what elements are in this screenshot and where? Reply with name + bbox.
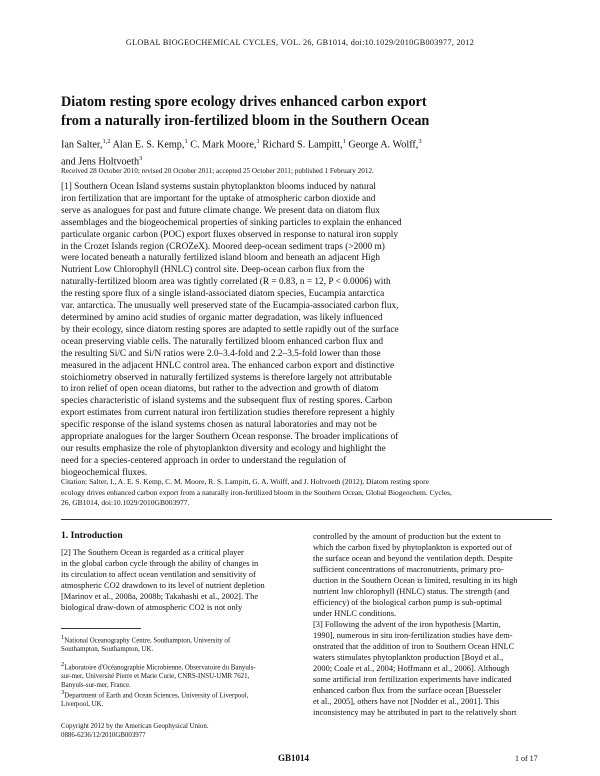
abstract-line: the resulting Si/C and Si/N ratios were 2.0–3.4-fold and 2.2–3.5-fold lower than those (61, 348, 381, 359)
body-text-line: enhanced carbon flux from the surface ocean [Buesseler (313, 686, 502, 695)
affiliation-mark: 1 (184, 138, 188, 145)
footnote-mark: 3 (61, 689, 65, 696)
body-column-left (61, 547, 300, 613)
body-text-line: some artificial iron fertilization experiments have indicated (313, 675, 512, 684)
body-text-line: atmospheric CO2 drawdown to its level of nutrient depletion (61, 581, 265, 590)
footnote-text: Laboratoire d'Océanographie Microbienne, Observatoire du Banyuls- (64, 664, 256, 672)
title-line: Diatom resting spore ecology drives enhanced carbon export (61, 94, 427, 110)
body-text-line: under HNLC conditions. (313, 609, 397, 618)
body-text-line: controlled by the amount of production but the extent to (313, 532, 501, 541)
body-text-line: 1990], numerous in situ iron-fertilization studies have dem- (313, 631, 513, 640)
abstract-line: particulate organic carbon (POC) export fluxes observed in response to natural iron supply (61, 229, 399, 240)
abstract-line: serve as analogues for past and future climate change. We present data on diatom flux (61, 205, 380, 216)
abstract-line: specific response of the island systems chosen as natural laboratories and may not be (61, 420, 377, 431)
abstract-line: by their ecology, since diatom resting spores are adapted to settle rapidly out of the surface (61, 324, 399, 335)
body-text-line: sufficient concentrations of macronutrients, primary pro- (313, 565, 504, 574)
abstract-line: were located beneath a naturally fertilized island bloom and beneath an adjacent High (61, 253, 381, 264)
footnote-mark: 2 (61, 661, 65, 668)
author-name: Richard S. Lampitt, (259, 139, 343, 151)
affiliation-mark: 1 (256, 138, 260, 145)
footnote-text: Department of Earth and Ocean Sciences, University of Liverpool, (64, 692, 249, 700)
abstract-line: in the Crozet Islands region (CROZeX). Moored deep-ocean sediment traps (>2000 m) (61, 241, 385, 252)
section-divider (61, 519, 552, 520)
body-text-line: [2] The Southern Ocean is regarded as a critical player (61, 548, 244, 557)
received-dates: Received 28 October 2010; revised 20 October 2011; accepted 25 October 2011; published 1 February 2012. (61, 167, 374, 175)
abstract-line: determined by amino acid studies of organic matter degradation, was likely influenced (61, 312, 383, 323)
page-number: 1 of 17 (515, 754, 538, 763)
footnote-affiliation-3 (61, 688, 300, 709)
abstract-line: [1] Southern Ocean Island systems sustain phytoplankton blooms induced by natural (61, 182, 377, 192)
body-text-line: [3] Following the advent of the iron hypothesis [Martin, (313, 620, 501, 629)
author-name: George A. Wolff, (345, 139, 419, 151)
footnote-line (61, 633, 300, 645)
copyright-notice (61, 722, 300, 740)
body-text-line: efficiency) of the biological carbon pump is sub-optimal (313, 598, 502, 607)
abstract-line: assemblages and the biogeochemical properties of sinking particles to explain the enhanced (61, 217, 402, 228)
footnote-line: Banyuls-sur-mer, France. (61, 682, 131, 690)
footnote-line: Liverpool, UK. (61, 701, 104, 709)
affiliation-mark: 1 (342, 138, 346, 145)
body-text-line: onstrated that the addition of iron to Southern Ocean HNLC (313, 642, 515, 651)
abstract-line: measured in the adjacent HNLC control area. The enhanced carbon export and distinctive (61, 360, 395, 371)
body-text-line: in the global carbon cycle through the ability of changes in (61, 559, 259, 568)
footnote-line (61, 660, 300, 672)
body-text-line: the surface ocean and beyond the ventilation depth. Despite (313, 554, 513, 563)
footnote-line: Southampton, Southampton, UK. (61, 646, 154, 654)
footnote-affiliation-2 (61, 660, 300, 690)
abstract-line: our results emphasize the role of phytoplankton diversity and ecology and highlight the (61, 443, 386, 454)
citation-line: ecology drives enhanced carbon export from a naturally iron-fertilized bloom in the Southern Ocean, Global Biogeochem. Cycles, (61, 487, 452, 497)
affiliation-mark: 3 (139, 155, 143, 163)
body-text-line: which the carbon fixed by phytoplankton is exported out of (313, 543, 512, 552)
abstract-line: var. antarctica. The unusually well preserved state of the Eucampia-associated carbon flux, (61, 301, 399, 312)
abstract-line: iron fertilization that are important for the uptake of atmospheric carbon dioxide and (61, 193, 376, 204)
footnote-text: National Oceanography Centre, Southampton, University of (64, 637, 231, 645)
abstract-line: ocean preserving viable cells. The naturally fertilized bloom enhanced carbon flux and (61, 336, 383, 347)
author-name: C. Mark Moore, (187, 139, 257, 151)
issn-line: 0886-6236/12/2010GB003977 (61, 732, 146, 739)
footnote-rule (61, 628, 141, 629)
footnote-line: sur-mer, Université Pierre et Marie Curie, CNRS-INSU-UMR 7621, (61, 673, 250, 681)
body-text-line: nutrient low chlorophyll (HNLC) status. The strength (and (313, 587, 510, 596)
body-text-line: [Marinov et al., 2008a, 2008b; Takahashi et al., 2002]. The (61, 592, 259, 601)
author-name: and Jens Holtvoeth (61, 156, 140, 168)
abstract-line: need for a species-centered approach in order to understand the regulation of (61, 455, 347, 466)
abstract-line: species characteristic of island systems and the subsequent flux of resting spores. Carbon (61, 396, 393, 407)
footnote-line (61, 688, 300, 700)
abstract-line: the resting spore flux of a single island-associated diatom species, Eucampia antarctica (61, 289, 385, 300)
footnote-affiliation-1 (61, 633, 300, 654)
affiliation-mark: 1,2 (102, 138, 111, 145)
citation (61, 477, 552, 509)
abstract-line: biogeochemical fluxes. (61, 467, 148, 478)
affiliation-mark: 3 (418, 138, 422, 145)
body-text-line: et al., 2005], others have not [Nodder et al., 2001]. This (313, 697, 500, 706)
abstract (61, 182, 552, 480)
body-text-line: biological draw-down of atmospheric CO2 is not only (61, 603, 243, 612)
abstract-line: export estimates from current natural iron fertilization studies therefore represent a highly (61, 408, 395, 419)
abstract-line: Nutrient Low Chlorophyll (HNLC) control site. Deep-ocean carbon flux from the (61, 265, 365, 276)
section-heading-introduction: 1. Introduction (61, 530, 123, 541)
abstract-line: naturally-fertilized bloom area was tightly correlated (R = 0.83, n = 12, P < 0.0006) with (61, 277, 391, 288)
author-name: Alan E. S. Kemp, (110, 139, 185, 151)
body-text-line: waters stimulates phytoplankton production [Boyd et al., (313, 653, 504, 662)
abstract-line: to iron relief of open ocean diatoms, but rather to the advection and growth of diatom (61, 384, 379, 395)
abstract-line: stoichiometry observed in naturally fertilized systems is therefore largely not attributable (61, 372, 392, 383)
copyright-line: Copyright 2012 by the American Geophysical Union. (61, 723, 209, 730)
citation-line: 26, GB1014, doi:10.1029/2010GB003977. (61, 498, 190, 507)
footnote-mark: 1 (61, 634, 65, 641)
page-id: GB1014 (278, 753, 310, 763)
citation-line: Citation: Salter, I., A. E. S. Kemp, C. M. Moore, R. S. Lampitt, G. A. Wolff, and J. Holtvoeth (2012), Diatom resting spore (61, 477, 429, 486)
paper-title (61, 93, 551, 131)
title-line: from a naturally iron-fertilized bloom in the Southern Ocean (61, 113, 430, 129)
author-name: Ian Salter, (61, 139, 103, 151)
body-text-line: inconsistency may be attributed in part to the relatively short (313, 708, 517, 717)
body-column-right (313, 531, 552, 718)
body-text-line: its circulation to affect ocean ventilation and sensitivity of (61, 570, 256, 579)
running-head: GLOBAL BIOGEOCHEMICAL CYCLES, VOL. 26, GB1014, doi:10.1029/2010GB003977, 2012 (125, 38, 475, 47)
abstract-line: appropriate analogues for the larger Southern Ocean response. The broader implications of (61, 432, 399, 443)
author-list (61, 135, 551, 170)
body-text-line: 2000; Coale et al., 2004; Hoffmann et al., 2006]. Although (313, 664, 510, 673)
author-line (61, 135, 551, 152)
body-text-line: duction in the Southern Ocean is limited, resulting in its high (313, 576, 518, 585)
